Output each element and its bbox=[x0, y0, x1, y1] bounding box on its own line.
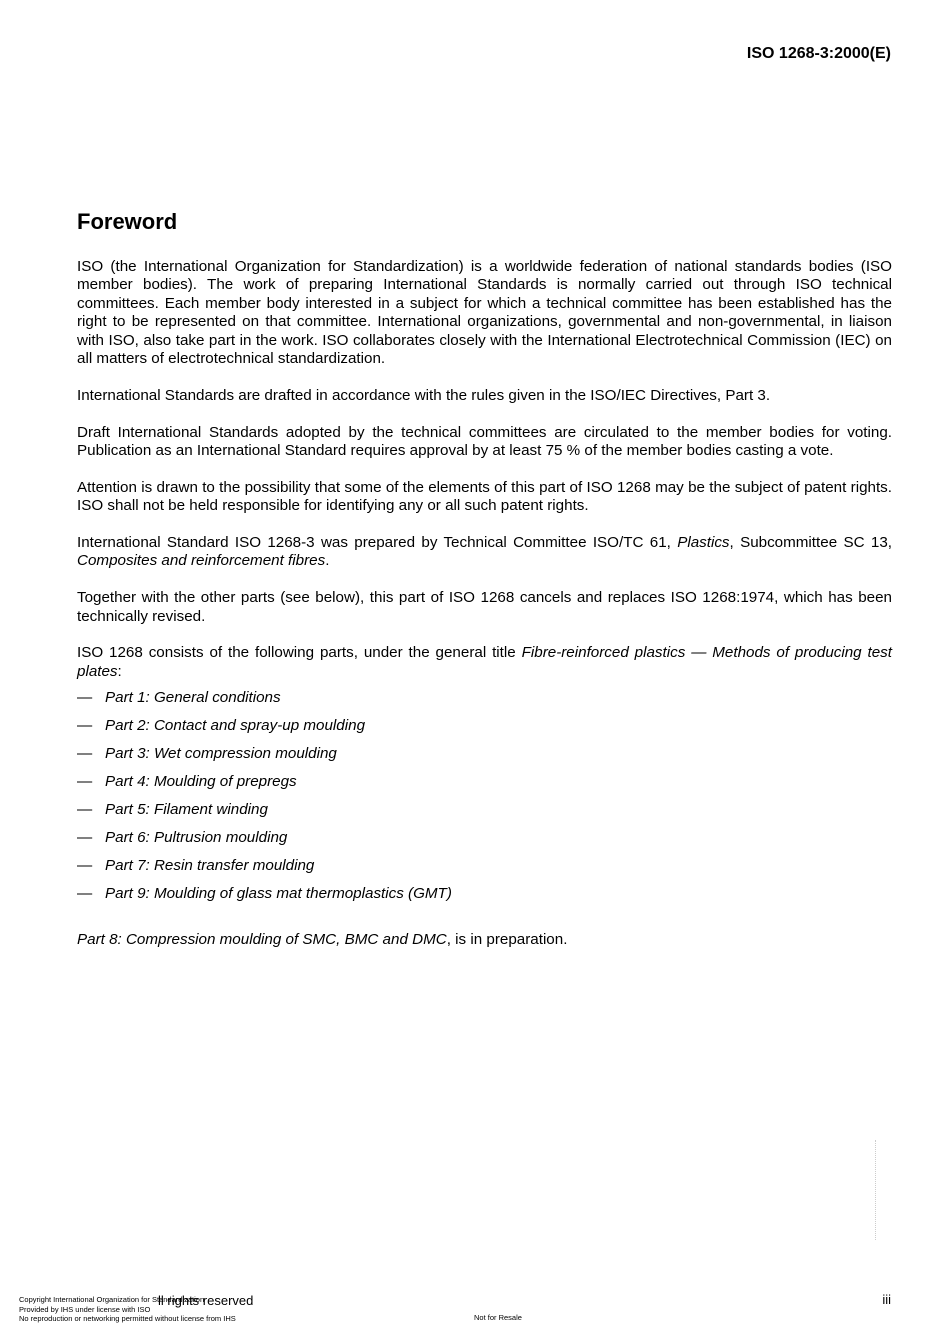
committee-text-c: , Subcommittee SC 13, bbox=[729, 534, 892, 552]
paragraph-voting: Draft International Standards adopted by the technical committees are circulated to the member bodies for voting. Publication as an International Standard requires approval by at least 75 % of the member bodies casting a vote. bbox=[77, 423, 892, 460]
part-title: Part 3: Wet compression moulding bbox=[105, 745, 337, 763]
paragraph-replaces: Together with the other parts (see below), this part of ISO 1268 cancels and replaces ISO 1268:1974, which has been technically revised. bbox=[77, 589, 892, 625]
committee-subcommittee-title: Composites and reinforcement fibres bbox=[77, 552, 326, 570]
paragraph-parts-intro bbox=[77, 644, 892, 681]
part8-status: , is in preparation. bbox=[446, 931, 568, 949]
page-title: Foreword bbox=[77, 209, 178, 234]
list-item bbox=[77, 773, 892, 801]
parts-intro-c: : bbox=[117, 662, 122, 680]
parts-intro-a: ISO 1268 consists of the following parts, under the general title bbox=[77, 644, 522, 662]
parts-list bbox=[77, 689, 892, 913]
list-dash: — bbox=[77, 773, 93, 791]
committee-text-a: International Standard ISO 1268-3 was prepared by Technical Committee ISO/TC 61, bbox=[77, 534, 678, 552]
committee-text-e: . bbox=[325, 552, 330, 570]
list-dash: — bbox=[77, 829, 93, 847]
list-item bbox=[77, 857, 892, 885]
list-item bbox=[77, 745, 892, 773]
reproduction-line: No reproduction or networking permitted without license from IHS bbox=[19, 1314, 236, 1323]
document-id: ISO 1268-3:2000(E) bbox=[746, 45, 891, 62]
committee-plastics: Plastics bbox=[677, 534, 730, 552]
list-item bbox=[77, 829, 892, 857]
list-dash: — bbox=[77, 717, 93, 735]
list-item bbox=[77, 801, 892, 829]
parts-general-title: Fibre-reinforced plastics — Methods of producing test plates bbox=[77, 644, 892, 680]
part-title: Part 9: Moulding of glass mat thermoplastics (GMT) bbox=[105, 885, 452, 903]
list-dash: — bbox=[77, 745, 93, 763]
margin-marks bbox=[875, 1140, 877, 1240]
paragraph-committee bbox=[77, 534, 892, 571]
foreword-body bbox=[77, 258, 892, 968]
copyright-line: Copyright International Organization for Standardization bbox=[19, 1295, 205, 1304]
license-line: Provided by IHS under license with ISO bbox=[19, 1304, 151, 1314]
rights-reserved: ll rights reserved bbox=[158, 1293, 254, 1308]
list-item bbox=[77, 717, 892, 745]
part-title: Part 4: Moulding of prepregs bbox=[105, 773, 297, 791]
list-dash: — bbox=[77, 689, 93, 707]
part-title: Part 5: Filament winding bbox=[105, 801, 268, 819]
part-title: Part 7: Resin transfer moulding bbox=[105, 857, 315, 875]
part-title: Part 1: General conditions bbox=[105, 689, 281, 707]
page-number: iii bbox=[882, 1292, 891, 1307]
paragraph-patent: Attention is drawn to the possibility that some of the elements of this part of ISO 1268 may be the subject of patent rights. ISO shall not be held responsible for identifying any or all such patent rights. bbox=[77, 478, 892, 515]
part8-title: Part 8: Compression moulding of SMC, BMC and DMC bbox=[77, 931, 447, 949]
list-dash: — bbox=[77, 885, 93, 903]
list-item bbox=[77, 885, 892, 913]
paragraph-part8 bbox=[77, 931, 892, 949]
list-dash: — bbox=[77, 857, 93, 875]
not-for-resale: Not for Resale bbox=[474, 1313, 522, 1322]
list-dash: — bbox=[77, 801, 93, 819]
part-title: Part 6: Pultrusion moulding bbox=[105, 829, 288, 847]
part-title: Part 2: Contact and spray-up moulding bbox=[105, 717, 366, 735]
paragraph-iso-intro: ISO (the International Organization for Standardization) is a worldwide federation of national standards bodies (ISO member bodies). The work of preparing International Standards is normally carried out through ISO technical committees. Each member body interested in a subject for which a technical committee has been established has the right to be represented on that committee. International organizations, governmental and non-governmental, in liaison with ISO, also take part in the work. ISO collaborates closely with the International Electrotechnical Commission (IEC) on all matters of electrotechnical standardization. bbox=[77, 258, 892, 368]
paragraph-directives: International Standards are drafted in accordance with the rules given in the ISO/IEC Directives, Part 3. bbox=[77, 386, 771, 404]
list-item bbox=[77, 689, 892, 717]
